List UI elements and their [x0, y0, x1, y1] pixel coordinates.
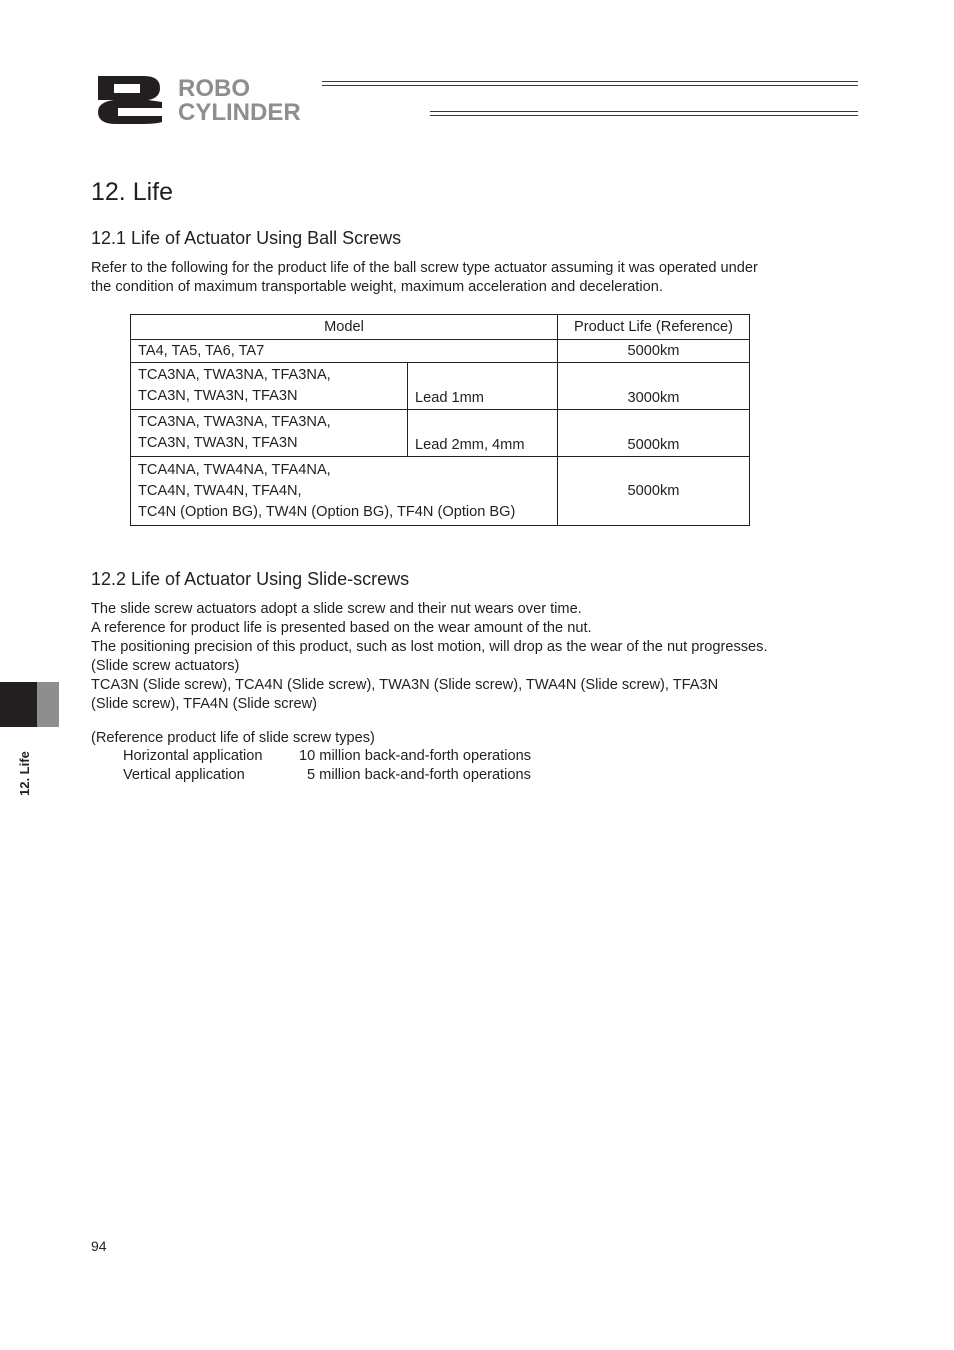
model-line: TCA3N, TWA3N, TFA3N — [138, 435, 298, 451]
chapter-title: 12. Life — [91, 178, 174, 206]
body-line: (Slide screw), TFA4N (Slide screw) — [91, 696, 317, 712]
model-line: TA4, TA5, TA6, TA7 — [138, 342, 265, 359]
model-cell — [131, 410, 408, 457]
model-line: TCA3NA, TWA3NA, TFA3NA, — [138, 414, 331, 430]
page-number: 94 — [91, 1238, 107, 1254]
header-rule-bottom — [430, 111, 858, 116]
life-cell: 5000km — [558, 410, 750, 457]
model-line: TCA4NA, TWA4NA, TFA4NA, — [138, 461, 331, 478]
model-line: TCA3N, TWA3N, TFA3N — [138, 388, 298, 404]
body-line: A reference for product life is presented based on the wear amount of the nut. — [91, 620, 592, 636]
table-row — [131, 457, 750, 526]
lead-cell: Lead 1mm — [408, 363, 558, 410]
section-1-intro — [91, 259, 851, 297]
logo-robo-text: ROBO — [178, 75, 250, 102]
life-cell: 5000km — [558, 340, 750, 363]
table-header-row — [131, 315, 750, 340]
reference-application: Vertical application — [123, 767, 245, 783]
reference-title: (Reference product life of slide screw types) — [91, 730, 375, 746]
model-cell — [131, 340, 558, 363]
section-1-intro-line-2: the condition of maximum transportable weight, maximum acceleration and deceleration. — [91, 279, 663, 295]
header-rule-top — [322, 81, 858, 86]
side-tab-label: 12. Life — [17, 751, 32, 796]
body-line: (Slide screw actuators) — [91, 658, 240, 674]
model-cell — [131, 363, 408, 410]
model-line: TCA4N, TWA4N, TFA4N, — [138, 482, 302, 499]
life-cell: 5000km — [558, 457, 750, 526]
header-model: Model — [131, 315, 558, 340]
table-row — [131, 340, 750, 363]
model-line: TC4N (Option BG), TW4N (Option BG), TF4N (Option BG) — [138, 503, 516, 520]
table-row — [131, 363, 750, 410]
lead-cell: Lead 2mm, 4mm — [408, 410, 558, 457]
section-2-body — [91, 600, 871, 714]
section-2-heading: 12.2 Life of Actuator Using Slide-screws — [91, 569, 410, 589]
section-1-heading: 12.1 Life of Actuator Using Ball Screws — [91, 228, 402, 248]
product-life-table — [130, 314, 750, 526]
reference-operations: 5 million back-and-forth operations — [307, 767, 531, 783]
header-product-life: Product Life (Reference) — [558, 315, 750, 340]
section-1-intro-line-1: Refer to the following for the product life of the ball screw type actuator assuming it was operated under — [91, 260, 758, 276]
body-line: The positioning precision of this product, such as lost motion, will drop as the wear of the nut progresses. — [91, 639, 768, 655]
body-line: The slide screw actuators adopt a slide screw and their nut wears over time. — [91, 601, 582, 617]
reference-operations: 10 million back-and-forth operations — [299, 748, 532, 764]
table-row — [131, 410, 750, 457]
reference-application: Horizontal application — [123, 748, 263, 764]
life-cell: 3000km — [558, 363, 750, 410]
model-cell — [131, 457, 558, 526]
logo-cylinder-text: CYLINDER — [178, 99, 301, 126]
chapter-side-tab — [0, 682, 59, 727]
body-line: TCA3N (Slide screw), TCA4N (Slide screw), TWA3N (Slide screw), TWA4N (Slide screw), TFA3N — [91, 677, 719, 693]
model-line: TCA3NA, TWA3NA, TFA3NA, — [138, 367, 331, 383]
